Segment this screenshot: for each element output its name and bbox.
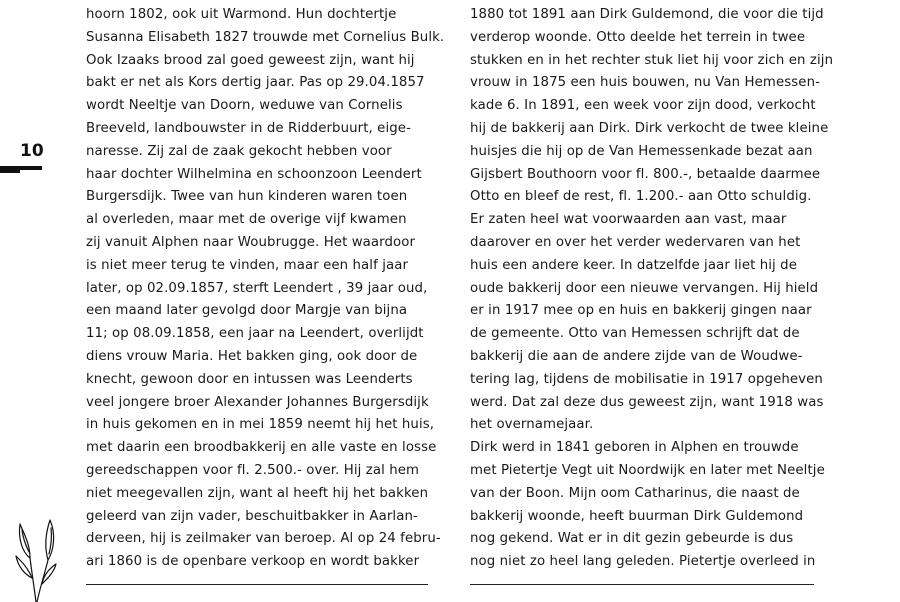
text-column-left: [86, 4, 445, 574]
text-line: huis een andere keer. In datzelfde jaar liet hij de: [470, 257, 798, 273]
text-line: Otto en bleef de rest, fl. 1.200.- aan Otto schuldig.: [470, 189, 812, 205]
text-line: is niet meer terug te vinden, maar een half jaar: [86, 257, 409, 273]
text-line: naresse. Zij zal de zaak gekocht hebben voor: [86, 143, 392, 159]
text-line: al overleden, maar met de overige vijf kwamen: [86, 212, 407, 228]
text-line: een maand later gevolgd door Margje van bijna: [86, 303, 408, 319]
text-line: 1880 tot 1891 aan Dirk Guldemond, die voor die tijd: [470, 7, 824, 22]
text-line: in huis gekomen en in mei 1859 neemt hij het huis,: [86, 417, 435, 433]
text-line: Breeveld, landbouwster in de Ridderbuurt, eige-: [86, 120, 411, 136]
text-line: geleerd van zijn vader, beschuitbakker in Aarlan-: [86, 508, 418, 524]
text-line: met Pietertje Vegt uit Noordwijk en later met Neeltje: [470, 462, 825, 478]
text-line: niet meegevallen zijn, want al heeft hij het bakken: [86, 485, 429, 501]
text-line: wordt Neeltje van Doorn, weduwe van Cornelis: [86, 98, 403, 114]
text-line: verderop woonde. Otto deelde het terrein in twee: [470, 29, 806, 45]
text-line: Susanna Elisabeth 1827 trouwde met Cornelius Bulk.: [86, 29, 445, 45]
text-line: het overnamejaar.: [470, 417, 594, 433]
text-line: diens vrouw Maria. Het bakken ging, ook door de: [86, 348, 418, 364]
text-line: derveen, hij is zeilmaker van beroep. Al op 24 febru-: [86, 531, 441, 547]
text-line: zij vanuit Alphen naar Woubrugge. Het waardoor: [86, 234, 416, 250]
text-line: met daarin een broodbakkerij en alle vaste en losse: [86, 440, 437, 456]
text-line: nog gekend. Wat er in dit gezin gebeurde is dus: [470, 531, 794, 547]
footer-rule-right: [470, 584, 814, 585]
text-line: hij de bakkerij aan Dirk. Dirk verkocht de twee kleine: [470, 120, 829, 136]
text-line: stukken en in het rechter stuk liet hij voor zich en zijn: [470, 52, 834, 68]
text-line: Gijsbert Bouthoorn voor fl. 800.-, betaalde daarmee: [470, 166, 821, 182]
text-line: nog niet zo heel lang geleden. Pietertje overleed in: [470, 554, 816, 570]
text-line: Er zaten heel wat voorwaarden aan vast, maar: [470, 212, 787, 228]
text-line: werd. Dat zal deze dus geweest zijn, want 1918 was: [470, 394, 824, 410]
text-line: bakkerij woonde, heeft buurman Dirk Guldemond: [470, 508, 804, 524]
text-line: gereedschappen voor fl. 2.500.- over. Hij zal hem: [86, 462, 420, 478]
text-line: Dirk werd in 1841 geboren in Alphen en trouwde: [470, 440, 799, 456]
text-line: van der Boon. Mijn oom Catharinus, die naast de: [470, 485, 800, 501]
text-line: bakkerij die aan de andere zijde van de Woudwe-: [470, 348, 803, 364]
page-number: 10: [20, 141, 44, 161]
text-line: oude bakkerij door een nieuwe vervangen. Hij hield: [470, 280, 819, 296]
wheat-icon: [12, 508, 58, 602]
text-line: knecht, gewoon door en intussen was Leenderts: [86, 371, 413, 387]
text-line: Ook Izaaks brood zal goed geweest zijn, want hij: [86, 52, 415, 68]
text-line: Burgersdijk. Twee van hun kinderen waren toen: [86, 189, 408, 205]
text-line: ari 1860 is de openbare verkoop en wordt bakker: [86, 554, 420, 570]
text-line: daarover en over het verder wedervaren van het: [470, 234, 801, 250]
text-line: later, op 02.09.1857, sterft Leendert , 39 jaar oud,: [86, 280, 428, 296]
text-line: kade 6. In 1891, een week voor zijn dood, verkocht: [470, 98, 816, 114]
text-line: bakt er net als Kors dertig jaar. Pas op 29.04.1857: [86, 75, 425, 91]
text-line: 11; op 08.09.1858, een jaar na Leendert, overlijdt: [86, 326, 424, 342]
text-line: er in 1917 mee op en huis en bakkerij gingen naar: [470, 303, 812, 319]
text-line: hoorn 1802, ook uit Warmond. Hun dochtertje: [86, 7, 397, 22]
text-line: vrouw in 1875 een huis bouwen, nu Van Hemessen-: [470, 75, 821, 91]
text-line: veel jongere broer Alexander Johannes Burgersdijk: [86, 394, 429, 410]
page-number-marker-stub: [0, 170, 20, 173]
text-line: tering lag, tijdens de mobilisatie in 1917 opgeheven: [470, 371, 823, 387]
text-line: huisjes die hij op de Van Hemessenkade bezat aan: [470, 143, 813, 159]
text-line: haar dochter Wilhelmina en schoonzoon Leendert: [86, 166, 422, 182]
text-column-right: [470, 4, 834, 574]
text-line: de gemeente. Otto van Hemessen schrijft dat de: [470, 326, 800, 342]
footer-rule-left: [86, 584, 428, 585]
